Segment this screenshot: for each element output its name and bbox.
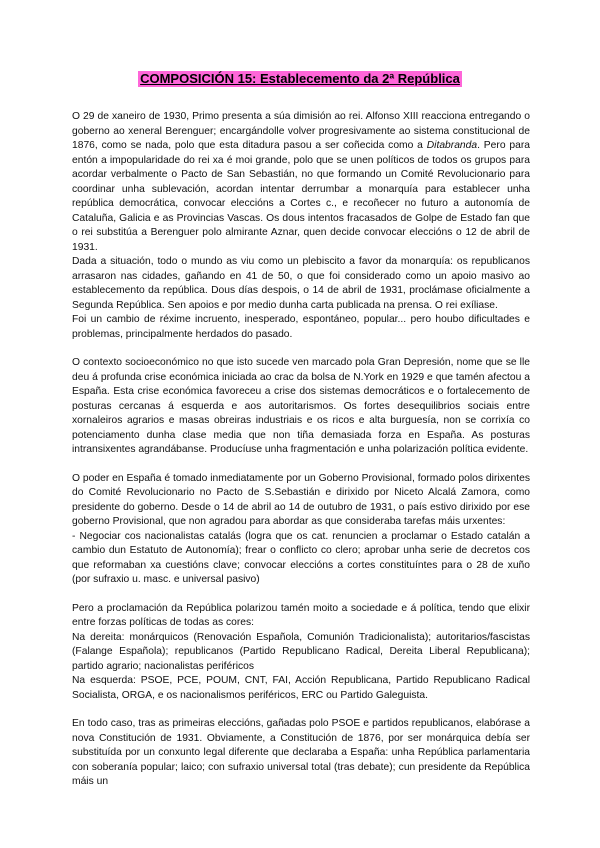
paragraph-1-italic-term: Ditabranda [426, 140, 478, 151]
paragraph-10: En todo caso, tras as primeiras eleccións, gañadas polo PSOE e partidos republicanos, elabórase a nova Constitución de 1931. Obviamente, a Constitución de 1876, por ser monárquica debía ser substituída por un conxunto legal diferente que declaraba a España: unha República parlamentaria con soberanía popular; laico; con sufraxio universal total (tras debate); cun presidente da República máis un [72, 718, 530, 787]
paragraph-gap [72, 588, 530, 602]
paragraph-9: Na esquerda: PSOE, PCE, POUM, CNT, FAI, Acción Republicana, Partido Republicano Radical Socialista, ORGA, e os nacionalismos periféricos, ERC ou Partido Galeguista. [72, 675, 530, 701]
paragraph-gap [72, 458, 530, 472]
paragraph-3: Foi un cambio de réxime incruento, inesperado, espontáneo, popular... pero houbo dificultades e problemas, principalmente herdados do pasado. [72, 314, 530, 340]
paragraph-8: Na dereita: monárquicos (Renovación Española, Comunión Tradicionalista); autoritarios/fascistas (Falange Española); republicanos (Partido Republicano Radical, Dereita Liberal Republicana); partido agrario; nacionalistas periféricos [72, 631, 530, 672]
paragraph-1-text-a: O 29 de xaneiro de 1930, Primo presenta a súa dimisión ao rei. Alfonso XIII reacciona entregando o goberno ao xeneral Berenguer; encargándolle volver progresivamente ao sistema constitucional de 1876, como se nada, polo que esta ditadura pasou a ser coñecida como a [72, 111, 530, 151]
paragraph-6-list-item: - Negociar cos nacionalistas catalás (logra que os cat. renuncien a proclamar o Estado catalán a cambio dun Estatuto de Autonomía); frear o conflicto co clero; aprobar unha serie de decretos cos que reformaban xa cuestións clave; convocar eleccións a cortes constituíntes para o 28 de xuño (por sufraxio u. masc. e universal pasivo) [72, 530, 530, 585]
paragraph-7: Pero a proclamación da República polarizou tamén moito a sociedade e á política, tendo que elixir entre forzas políticas de todas as cores: [72, 602, 530, 628]
paragraph-1-text-b: . Pero para entón a impopularidade do rei xa é moi grande, polo que se unen políticos de todos os grupos para acordar verbalmente o Pacto de San Sebastián, no que formando un Comité Revolucionario para coordinar unha sublevación, acordan intentar derrumbar a monarquía para establecer unha república democrática, convocar eleccións a Cortes c., e recoñecer no futuro a autonomía de Cataluña, Galicia e as Provincias Vascas. Os dous intentos fracasados de Golpe de Estado fan que o rei substitúa a Berenguer polo almirante Aznar, quen decide convocar eleccións o 12 de abril de 1931. [72, 140, 530, 253]
paragraph-1 [72, 110, 530, 255]
document-title: COMPOSICIÓN 15: Establecemento da 2ª República [140, 71, 460, 86]
paragraph-2: Dada a situación, todo o mundo as viu como un plebiscito a favor da monarquía: os republicanos arrasaron nas cidades, gañando en 41 de 50, o que foi considerado como un apoio masivo ao establecemento da república. Dous días despois, o 14 de abril de 1931, proclámase oficialmente a Segunda República. Sen apoios e por medio dunha carta publicada na prensa. O rei exíliase. [72, 256, 530, 311]
paragraph-4: O contexto socioeconómico no que isto sucede ven marcado pola Gran Depresión, nome que se lle deu á profunda crise económica iniciada ao crac da bolsa de N.York en 1929 e que tamén afectou a España. Esta crise económica favoreceu a crise dos sistemas democráticos e o fortalecemento de posturas cercanas á esquerda e aos autoritarismos. Os fortes desequilibrios sociais entre xornaleiros agrarios e masas obreiras industriais e os ricos e alta burguesía, non se corrixía co potenciamento dunha clase media que non tiña demasiada forza en España. As posturas intransixentes agrandábanse. Producíuse unha fragmentación e unha polarización política evidente. [72, 357, 530, 455]
paragraph-5: O poder en España é tomado inmediatamente por un Goberno Provisional, formado polos dirixentes do Comité Revolucionario no Pacto de S.Sebastián e dirixido por Niceto Alcalá Zamora, como presidente do goberno. Desde o 14 de abril ao 14 de outubro de 1931, o país estivo dirixido por ese goberno Provisional, que non agradou para abordar as que consideraba tarefas máis urxentes: [72, 472, 530, 527]
document-body [72, 110, 530, 790]
paragraph-gap [72, 703, 530, 717]
title-container [0, 70, 600, 88]
paragraph-gap [72, 342, 530, 356]
